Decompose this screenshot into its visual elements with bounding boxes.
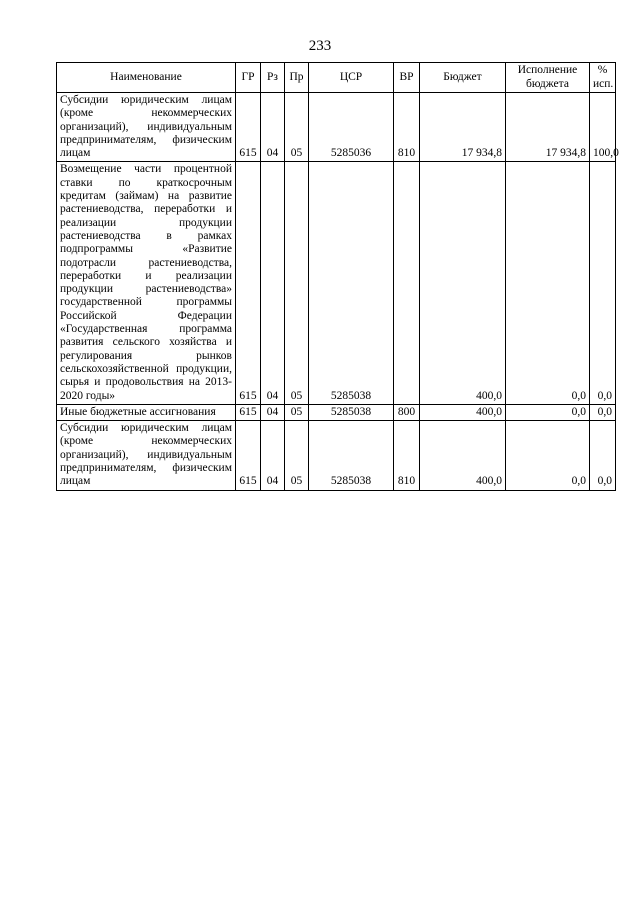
row-pr: 05 [285, 404, 309, 420]
row-budget: 400,0 [420, 404, 506, 420]
row-execution: 0,0 [506, 162, 590, 404]
row-pr: 05 [285, 421, 309, 490]
row-execution: 0,0 [506, 404, 590, 420]
row-percent: 100,0 [590, 93, 616, 162]
header-csr: ЦСР [309, 63, 394, 93]
row-gr: 615 [236, 162, 261, 404]
table-header-row [57, 63, 616, 93]
row-pr: 05 [285, 93, 309, 162]
table-row [57, 93, 616, 162]
row-gr: 615 [236, 421, 261, 490]
table-row [57, 162, 616, 404]
row-name: Субсидии юридическим лицам (кроме некоммерческих организаций), индивидуальным предпринимателям, физическим лицам [57, 421, 236, 490]
header-budget: Бюджет [420, 63, 506, 93]
row-vr: 810 [394, 93, 420, 162]
header-percent: % исп. [590, 63, 616, 93]
table-row [57, 421, 616, 490]
row-gr: 615 [236, 404, 261, 420]
row-csr: 5285038 [309, 421, 394, 490]
header-name: Наименование [57, 63, 236, 93]
header-execution: Исполнение бюджета [506, 63, 590, 93]
row-budget: 400,0 [420, 162, 506, 404]
row-gr: 615 [236, 93, 261, 162]
row-name: Иные бюджетные ассигнования [57, 404, 236, 420]
row-budget: 17 934,8 [420, 93, 506, 162]
row-execution: 17 934,8 [506, 93, 590, 162]
row-budget: 400,0 [420, 421, 506, 490]
row-vr: 810 [394, 421, 420, 490]
page-number: 233 [308, 38, 332, 54]
row-csr: 5285038 [309, 404, 394, 420]
row-rz: 04 [261, 404, 285, 420]
table-row [57, 404, 616, 420]
header-vr: ВР [394, 63, 420, 93]
row-name: Субсидии юридическим лицам (кроме некоммерческих организаций), индивидуальным предпринимателям, физическим лицам [57, 93, 236, 162]
row-name: Возмещение части процентной ставки по краткосрочным кредитам (займам) на развитие растениеводства, переработки и реализации продукции растениеводства в рамках подпрограммы «Развитие подотрасли растениеводства, переработки и реализации продукции растениеводства» государственной программы Российской Федерации «Государственная программа развития сельского хозяйства и регулирования рынков сельскохозяйственной продукции, сырья и продовольствия на 2013-2020 годы» [57, 162, 236, 404]
header-pr: Пр [285, 63, 309, 93]
row-pr: 05 [285, 162, 309, 404]
row-rz: 04 [261, 93, 285, 162]
budget-table [56, 62, 619, 491]
row-csr: 5285036 [309, 93, 394, 162]
row-vr [394, 162, 420, 404]
row-percent: 0,0 [590, 404, 616, 420]
row-rz: 04 [261, 162, 285, 404]
row-vr: 800 [394, 404, 420, 420]
header-rz: Рз [261, 63, 285, 93]
row-csr: 5285038 [309, 162, 394, 404]
row-percent: 0,0 [590, 162, 616, 404]
header-gr: ГР [236, 63, 261, 93]
row-rz: 04 [261, 421, 285, 490]
row-percent: 0,0 [590, 421, 616, 490]
row-execution: 0,0 [506, 421, 590, 490]
